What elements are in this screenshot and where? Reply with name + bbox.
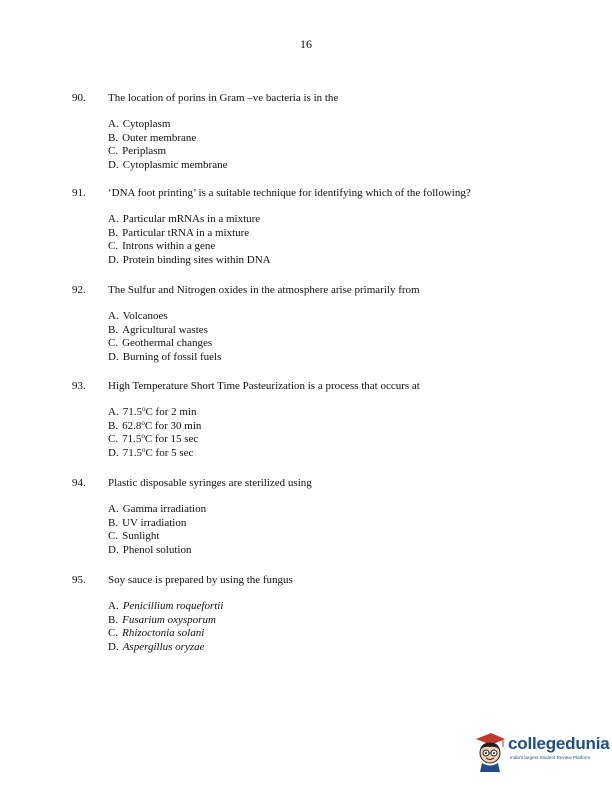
option-text: Fusarium oxysporum (122, 613, 216, 626)
option-letter: D. (108, 543, 119, 556)
option-d (108, 447, 542, 461)
option-a (108, 503, 542, 517)
option-text: Burning of fossil fuels (122, 350, 222, 363)
logo-tagline: India's largest Student Review Platform (510, 755, 591, 760)
question-93 (72, 379, 542, 460)
option-d (108, 159, 542, 173)
option-unit: C for 5 sec (145, 446, 194, 459)
question-95 (72, 573, 542, 654)
question-90 (72, 91, 542, 172)
option-b (108, 227, 542, 241)
temperature-value: 62.8 (122, 419, 142, 432)
option-letter: C. (108, 337, 119, 350)
option-unit: C for 15 sec (144, 433, 199, 446)
option-text: Penicillium roquefortii (122, 600, 224, 612)
option-b (108, 614, 542, 628)
option-d (108, 641, 542, 655)
degree-symbol: o (141, 405, 146, 413)
option-list (108, 503, 542, 557)
option-unit: C for 30 min (144, 419, 202, 432)
option-letter: A. (108, 118, 119, 130)
option-b (108, 420, 542, 434)
option-b (108, 324, 542, 338)
temperature-value: 71.5 (122, 446, 142, 459)
option-letter: C. (108, 627, 119, 640)
option-text: Introns within a gene (122, 240, 216, 253)
option-list (108, 406, 542, 460)
option-letter: A. (108, 213, 119, 225)
option-letter: C. (108, 240, 119, 253)
option-text: Particular mRNAs in a mixture (122, 213, 261, 225)
question-number: 93. (72, 380, 86, 392)
option-d (108, 254, 542, 268)
option-b (108, 132, 542, 146)
option-text: Periplasm (122, 145, 167, 158)
option-c (108, 240, 542, 254)
option-letter: A. (108, 310, 119, 322)
question-92 (72, 283, 542, 364)
option-c (108, 530, 542, 544)
option-list (108, 118, 542, 172)
question-91 (72, 186, 542, 267)
option-list (108, 310, 542, 364)
option-letter: A. (108, 406, 119, 418)
option-letter: C. (108, 145, 119, 158)
mascot-icon (472, 730, 506, 772)
option-c (108, 627, 542, 641)
option-letter: A. (108, 600, 119, 612)
option-text: Agricultural wastes (122, 323, 208, 336)
option-a (108, 213, 542, 227)
option-d (108, 351, 542, 365)
page-number: 16 (300, 37, 312, 51)
option-letter: B. (108, 323, 119, 336)
question-text: Soy sauce is prepared by using the fungus (108, 574, 293, 586)
option-text: Gamma irradiation (122, 503, 207, 515)
option-text: Volcanoes (122, 310, 168, 322)
option-a (108, 310, 542, 324)
option-text: UV irradiation (122, 516, 187, 529)
option-list (108, 600, 542, 654)
option-letter: D. (108, 253, 119, 266)
temperature-value: 71.5 (122, 433, 142, 446)
degree-symbol: o (141, 445, 146, 454)
option-text: Particular tRNA in a mixture (122, 226, 250, 239)
option-text: Protein binding sites within DNA (122, 253, 271, 266)
option-d (108, 544, 542, 558)
option-letter: B. (108, 131, 119, 144)
option-c (108, 433, 542, 447)
option-text: Outer membrane (122, 131, 197, 144)
option-a (108, 118, 542, 132)
question-number: 92. (72, 284, 86, 296)
option-text: Cytoplasmic membrane (122, 158, 228, 171)
question-number: 94. (72, 477, 86, 489)
logo-brand-text: collegedunia (508, 734, 610, 753)
question-text: The location of porins in Gram –ve bacteria is in the (108, 92, 339, 104)
question-text: Plastic disposable syringes are sterilized using (108, 477, 312, 489)
option-letter: B. (108, 419, 119, 432)
question-number: 90. (72, 92, 86, 104)
option-letter: C. (108, 433, 119, 446)
question-text: ‘DNA foot printing’ is a suitable technique for identifying which of the following? (108, 187, 471, 199)
option-letter: D. (108, 640, 119, 653)
question-number: 95. (72, 574, 86, 586)
option-letter: B. (108, 516, 119, 529)
option-letter: D. (108, 350, 119, 363)
option-text: Sunlight (122, 530, 160, 543)
question-94 (72, 476, 542, 557)
option-b (108, 517, 542, 531)
degree-symbol: o (141, 432, 145, 441)
option-a (108, 406, 542, 420)
option-letter: D. (108, 446, 119, 459)
question-number: 91. (72, 187, 86, 199)
option-text: Rhizoctonia solani (122, 627, 205, 640)
option-unit: C for 2 min (145, 406, 197, 418)
option-text: Phenol solution (122, 543, 192, 556)
temperature-value: 71.5 (122, 406, 142, 418)
question-text: High Temperature Short Time Pasteurization is a process that occurs at (108, 380, 420, 392)
degree-symbol: o (141, 418, 145, 427)
option-letter: B. (108, 226, 119, 239)
option-letter: C. (108, 530, 119, 543)
option-text: Cytoplasm (122, 118, 171, 130)
option-c (108, 337, 542, 351)
collegedunia-logo (470, 728, 610, 778)
question-text: The Sulfur and Nitrogen oxides in the atmosphere arise primarily from (108, 284, 420, 296)
option-letter: B. (108, 613, 119, 626)
option-letter: A. (108, 503, 119, 515)
option-text: Aspergillus oryzae (122, 640, 205, 653)
option-c (108, 145, 542, 159)
option-letter: D. (108, 158, 119, 171)
option-text: Geothermal changes (122, 337, 213, 350)
option-list (108, 213, 542, 267)
option-a (108, 600, 542, 614)
